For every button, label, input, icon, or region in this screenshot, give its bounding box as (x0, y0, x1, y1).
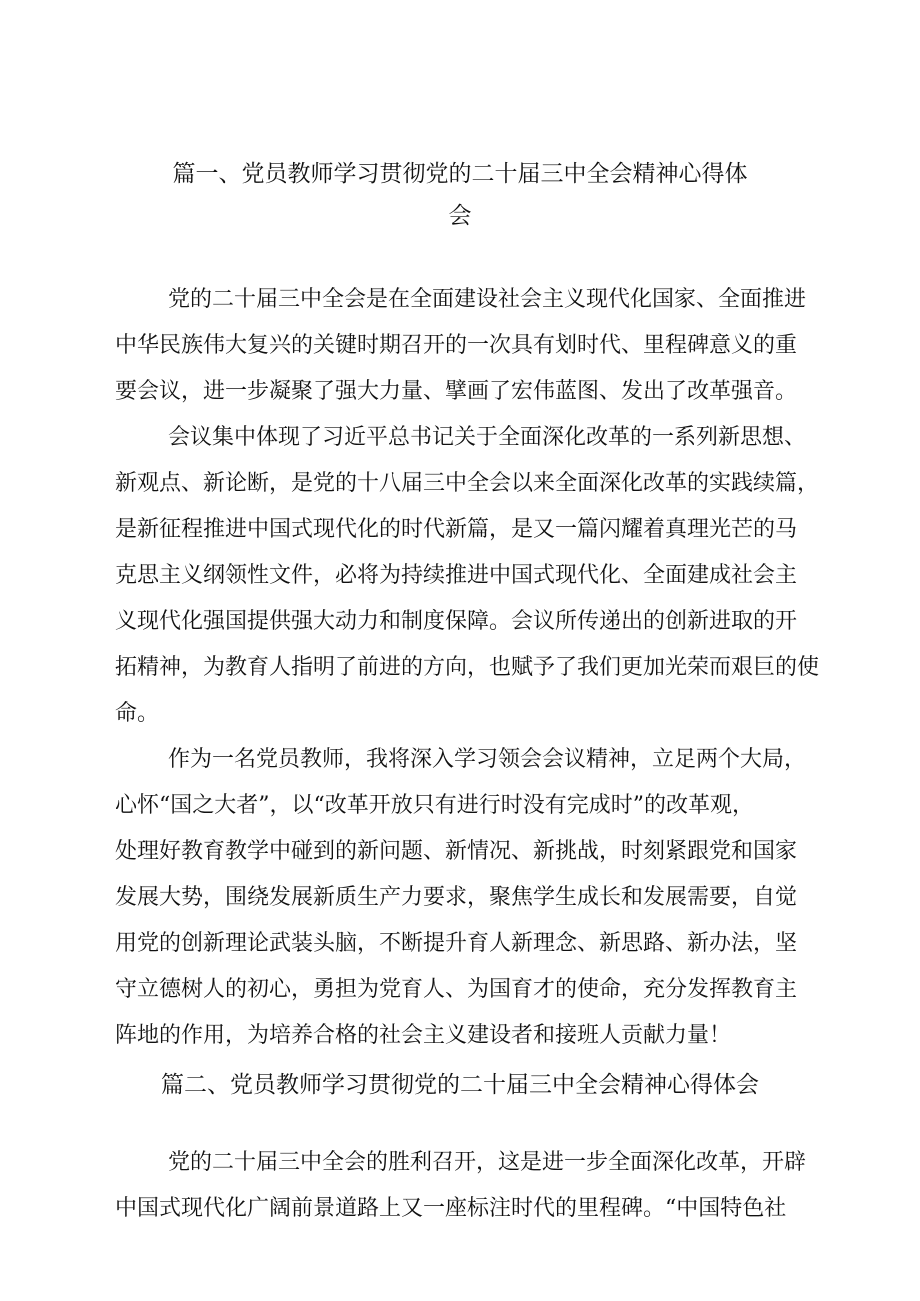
text-line: 命。 (115, 701, 160, 726)
text-line: 中国式现代化广阔前景道路上又一座标注时代的里程碑。“中国特色社 (115, 1196, 787, 1221)
title2: 篇二、党员教师学习贯彻党的二十届三中全会精神心得体会 (161, 1072, 759, 1098)
text-line: 义现代化强国提供强大动力和制度保障。会议所传递出的创新进取的开 (115, 609, 798, 634)
title1-line1: 篇一、党员教师学习贯彻党的二十届三中全会精神心得体 (172, 161, 748, 187)
text-line: 作为一名党员教师，我将深入学习领会会议精神，立足两个大局， (168, 747, 807, 772)
text-line: 处理好教育教学中碰到的新问题、新情况、新挑战，时刻紧跟党和国家 (115, 839, 798, 864)
text-line: 会议集中体现了习近平总书记关于全面深化改革的一系列新思想、 (168, 425, 807, 450)
text-line: 阵地的作用，为培养合格的社会主义建设者和接班人贡献力量！ (115, 1023, 732, 1048)
text-line: 用党的创新理论武装头脑，不断提升育人新理念、新思路、新办法，坚 (115, 931, 798, 956)
text-line: 新观点、新论断，是党的十八届三中全会以来全面深化改革的实践续篇， (115, 471, 820, 496)
text-line: 拓精神，为教育人指明了前进的方向，也赋予了我们更加光荣而艰巨的使 (115, 655, 820, 680)
title1-line2: 会 (448, 203, 472, 229)
text-line: 克思主义纲领性文件，必将为持续推进中国式现代化、全面建成社会主 (115, 563, 798, 588)
text-line: 中华民族伟大复兴的关键时期召开的一次具有划时代、里程碑意义的重 (115, 333, 798, 358)
text-line: 要会议，进一步凝聚了强大力量、擘画了宏伟蓝图、发出了改革强音。 (115, 379, 798, 404)
text-line: 守立德树人的初心，勇担为党育人、为国育才的使命，充分发挥教育主 (115, 977, 798, 1002)
text-line: 是新征程推进中国式现代化的时代新篇，是又一篇闪耀着真理光芒的马 (115, 517, 798, 542)
text-line: 党的二十届三中全会是在全面建设社会主义现代化国家、全面推进 (168, 287, 807, 312)
text-line: 心怀“国之大者”，以“改革开放只有进行时没有完成时”的改革观， (115, 793, 754, 818)
text-line: 发展大势，围绕发展新质生产力要求，聚焦学生成长和发展需要，自觉 (115, 885, 798, 910)
text-line: 党的二十届三中全会的胜利召开，这是进一步全面深化改革，开辟 (168, 1150, 807, 1175)
